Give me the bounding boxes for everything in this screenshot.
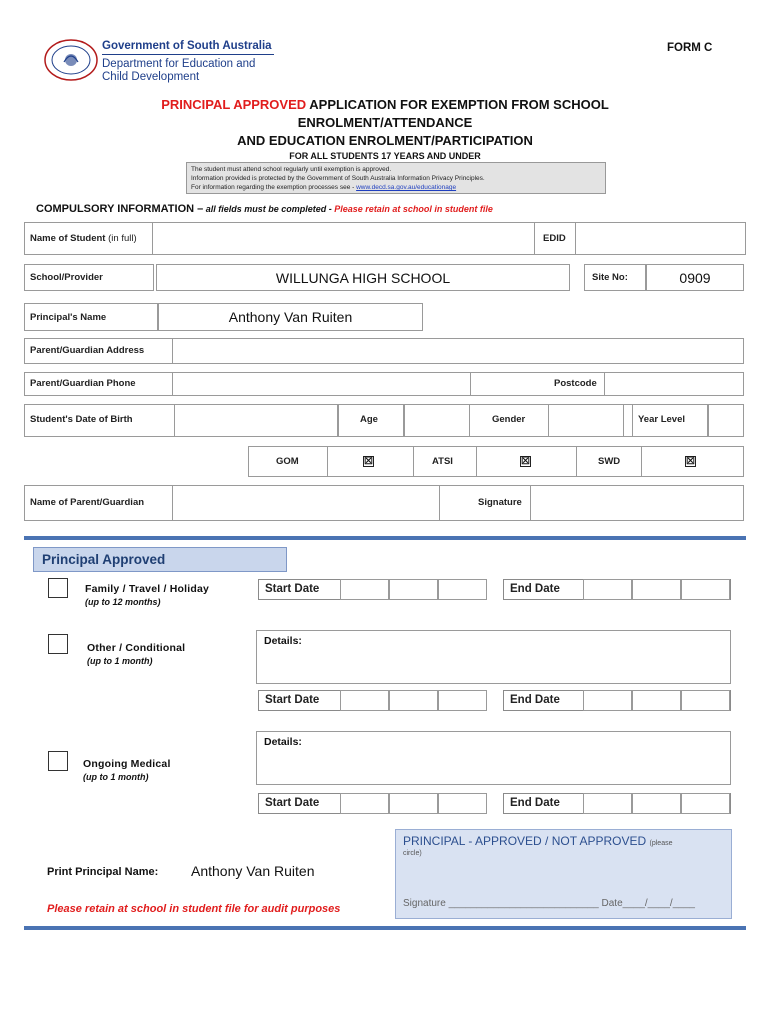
title-highlight: PRINCIPAL APPROVED xyxy=(161,97,307,112)
site-value[interactable]: 0909 xyxy=(646,264,744,291)
footer-divider xyxy=(24,926,746,930)
gom-label: GOM xyxy=(276,456,299,467)
retain-note: Please retain at school in student file for audit purposes xyxy=(47,903,341,915)
option3-end-cells[interactable] xyxy=(583,793,730,814)
option3-start-cells[interactable] xyxy=(340,793,487,814)
edid-label: EDID xyxy=(543,233,566,244)
atsi-label: ATSI xyxy=(432,456,453,467)
age-label: Age xyxy=(360,414,378,425)
option2-start-date[interactable]: Start Date xyxy=(258,690,486,711)
option1-title: Family / Travel / Holiday xyxy=(85,583,210,595)
guardian-name-label: Name of Parent/Guardian xyxy=(30,497,145,508)
option3-start-date[interactable]: Start Date xyxy=(258,793,486,814)
option2-sub: (up to 1 month) xyxy=(87,656,153,666)
option2-title: Other / Conditional xyxy=(87,642,186,654)
guardian-name-input[interactable] xyxy=(172,485,440,521)
title-rest: APPLICATION FOR EXEMPTION FROM SCHOOL xyxy=(306,97,609,112)
student-name-input[interactable] xyxy=(152,222,535,255)
compulsory-title: COMPULSORY INFORMATION – xyxy=(36,203,204,215)
option3-details[interactable]: Details: xyxy=(256,731,731,785)
dob-label: Student's Date of Birth xyxy=(30,414,133,425)
status-title: PRINCIPAL - APPROVED / NOT APPROVED (please xyxy=(403,834,673,848)
option1-start-date[interactable]: Start Date xyxy=(258,579,486,600)
option1-end-date[interactable]: End Date xyxy=(503,579,731,600)
option2-start-cells[interactable] xyxy=(340,690,487,711)
address-input[interactable] xyxy=(172,338,744,364)
print-name-label: Print Principal Name: xyxy=(47,866,159,878)
section-divider xyxy=(24,536,746,540)
other-conditional-checkbox[interactable] xyxy=(48,634,68,654)
principal-approved-tab: Principal Approved xyxy=(33,547,287,572)
option3-sub: (up to 1 month) xyxy=(83,772,149,782)
compulsory-heading xyxy=(36,203,493,215)
notice-box xyxy=(186,162,606,194)
year-input[interactable] xyxy=(708,404,744,437)
phone-label: Parent/Guardian Phone xyxy=(30,378,136,389)
notice-line-2: Information provided is protected by the Government of South Australia Information Privacy Principles. xyxy=(191,175,485,182)
header-rule xyxy=(102,54,274,55)
address-label: Parent/Guardian Address xyxy=(30,345,145,356)
ongoing-medical-checkbox[interactable] xyxy=(48,751,68,771)
atsi-checkbox[interactable]: ☒ xyxy=(521,456,530,467)
guardian-signature-label: Signature xyxy=(478,497,522,508)
gov-name: Government of South Australia xyxy=(102,40,272,52)
age-input[interactable] xyxy=(404,404,470,437)
principal-label: Principal's Name xyxy=(30,312,107,323)
option2-end-date[interactable]: End Date xyxy=(503,690,731,711)
option2-details[interactable]: Details: xyxy=(256,630,731,684)
compulsory-subtitle: all fields must be completed - xyxy=(203,204,335,214)
edid-input[interactable] xyxy=(575,222,746,255)
school-label: School/Provider xyxy=(30,272,103,283)
dob-input[interactable] xyxy=(174,404,338,437)
option1-end-cells[interactable] xyxy=(583,579,730,600)
year-label: Year Level xyxy=(638,414,686,425)
principal-value[interactable]: Anthony Van Ruiten xyxy=(158,303,423,331)
swd-checkbox[interactable]: ☒ xyxy=(686,456,695,467)
postcode-input[interactable] xyxy=(604,372,744,396)
gom-checkbox[interactable]: ☒ xyxy=(364,456,373,467)
option3-title: Ongoing Medical xyxy=(83,758,171,770)
family-travel-checkbox[interactable] xyxy=(48,578,68,598)
option1-sub: (up to 12 months) xyxy=(85,597,161,607)
student-name-label: Name of Student (in full) xyxy=(30,233,137,244)
option3-end-date[interactable]: End Date xyxy=(503,793,731,814)
print-name-value[interactable]: Anthony Van Ruiten xyxy=(191,863,315,879)
title-line-4: FOR ALL STUDENTS 17 YEARS AND UNDER xyxy=(289,151,481,161)
sa-government-seal xyxy=(42,38,100,82)
status-circle: circle) xyxy=(403,850,422,857)
title-line-3: AND EDUCATION ENROLMENT/PARTICIPATION xyxy=(237,133,533,148)
dept-line-1: Department for Education and xyxy=(102,58,256,70)
gender-input[interactable] xyxy=(548,404,624,437)
notice-link[interactable]: www.decd.sa.gov.au/educationage xyxy=(356,184,457,191)
notice-line-3 xyxy=(191,183,601,192)
compulsory-retain: Please retain at school in student file xyxy=(334,204,493,214)
approval-status-panel xyxy=(395,829,732,919)
notice-prefix: For information regarding the exemption processes see - xyxy=(191,184,357,191)
option1-start-cells[interactable] xyxy=(340,579,487,600)
guardian-signature-input[interactable] xyxy=(530,485,744,521)
swd-label: SWD xyxy=(598,456,621,467)
phone-input[interactable] xyxy=(172,372,471,396)
gender-label: Gender xyxy=(492,414,526,425)
title-line-2: ENROLMENT/ATTENDANCE xyxy=(297,115,473,130)
postcode-label: Postcode xyxy=(554,378,597,389)
school-value[interactable]: WILLUNGA HIGH SCHOOL xyxy=(156,264,570,291)
notice-line-1: The student must attend school regularly until exemption is approved. xyxy=(191,166,392,173)
option2-end-cells[interactable] xyxy=(583,690,730,711)
form-label: FORM C xyxy=(667,42,713,54)
status-signature-line[interactable]: Signature ___________________________ Date____/____/____ xyxy=(403,898,695,909)
title-line-1 xyxy=(0,97,770,112)
dept-line-2: Child Development xyxy=(102,71,200,83)
site-label: Site No: xyxy=(592,272,628,283)
